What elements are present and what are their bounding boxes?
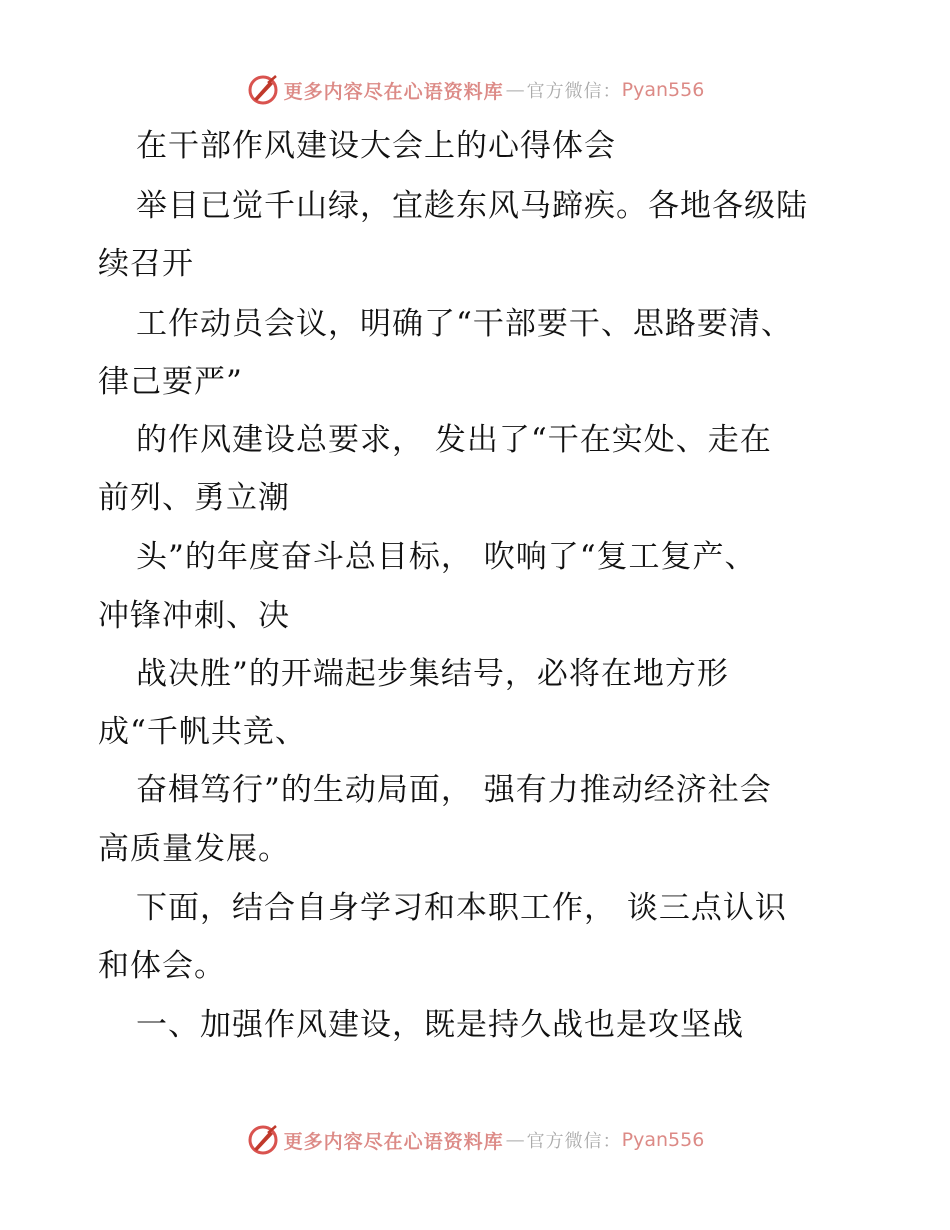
quill-logo-icon (246, 1123, 280, 1157)
watermark-label: 官方微信： (526, 1131, 622, 1152)
paragraph-line: 下面，结合自身学习和本职工作， 谈三点认识 (136, 890, 787, 926)
watermark-label: 官方微信： (526, 81, 622, 102)
watermark-brand-text: 更多内容尽在心语资料库 (283, 1130, 504, 1153)
paragraph-line: 头”的年度奋斗总目标， 吹响了“复工复产、 (136, 539, 757, 575)
watermark-dash: — (505, 1129, 525, 1151)
paragraph-line: 奋楫笃行”的生动局面， 强有力推动经济社会 (136, 772, 772, 808)
section-heading: 一、加强作风建设，既是持久战也是攻坚战 (136, 1007, 744, 1043)
paragraph-line: 成“千帆共竞、 (98, 714, 307, 750)
paragraph-line: 续召开 (98, 246, 194, 282)
watermark-dash: — (505, 79, 525, 101)
watermark-wechat-id: Pyan556 (621, 1129, 705, 1151)
document-title: 在干部作风建设大会上的心得体会 (136, 128, 616, 164)
paragraph-line: 工作动员会议，明确了“干部要干、思路要清、 (136, 306, 793, 342)
header-watermark (0, 70, 950, 110)
paragraph-line: 前列、勇立潮 (98, 480, 290, 516)
watermark-brand-text: 更多内容尽在心语资料库 (283, 80, 504, 103)
footer-watermark (0, 1120, 950, 1160)
paragraph-line: 的作风建设总要求， 发出了“干在实处、走在 (136, 422, 772, 458)
quill-logo-icon (246, 73, 280, 107)
paragraph-line: 律己要严” (98, 364, 243, 400)
watermark-wechat-id: Pyan556 (621, 79, 705, 101)
paragraph-line: 高质量发展。 (98, 831, 290, 867)
paragraph-line: 举目已觉千山绿，宜趁东风马蹄疾。各地各级陆 (136, 188, 808, 224)
paragraph-line: 和体会。 (98, 948, 226, 984)
paragraph-line: 战决胜”的开端起步集结号，必将在地方形 (136, 656, 729, 692)
paragraph-line: 冲锋冲刺、决 (98, 598, 290, 634)
